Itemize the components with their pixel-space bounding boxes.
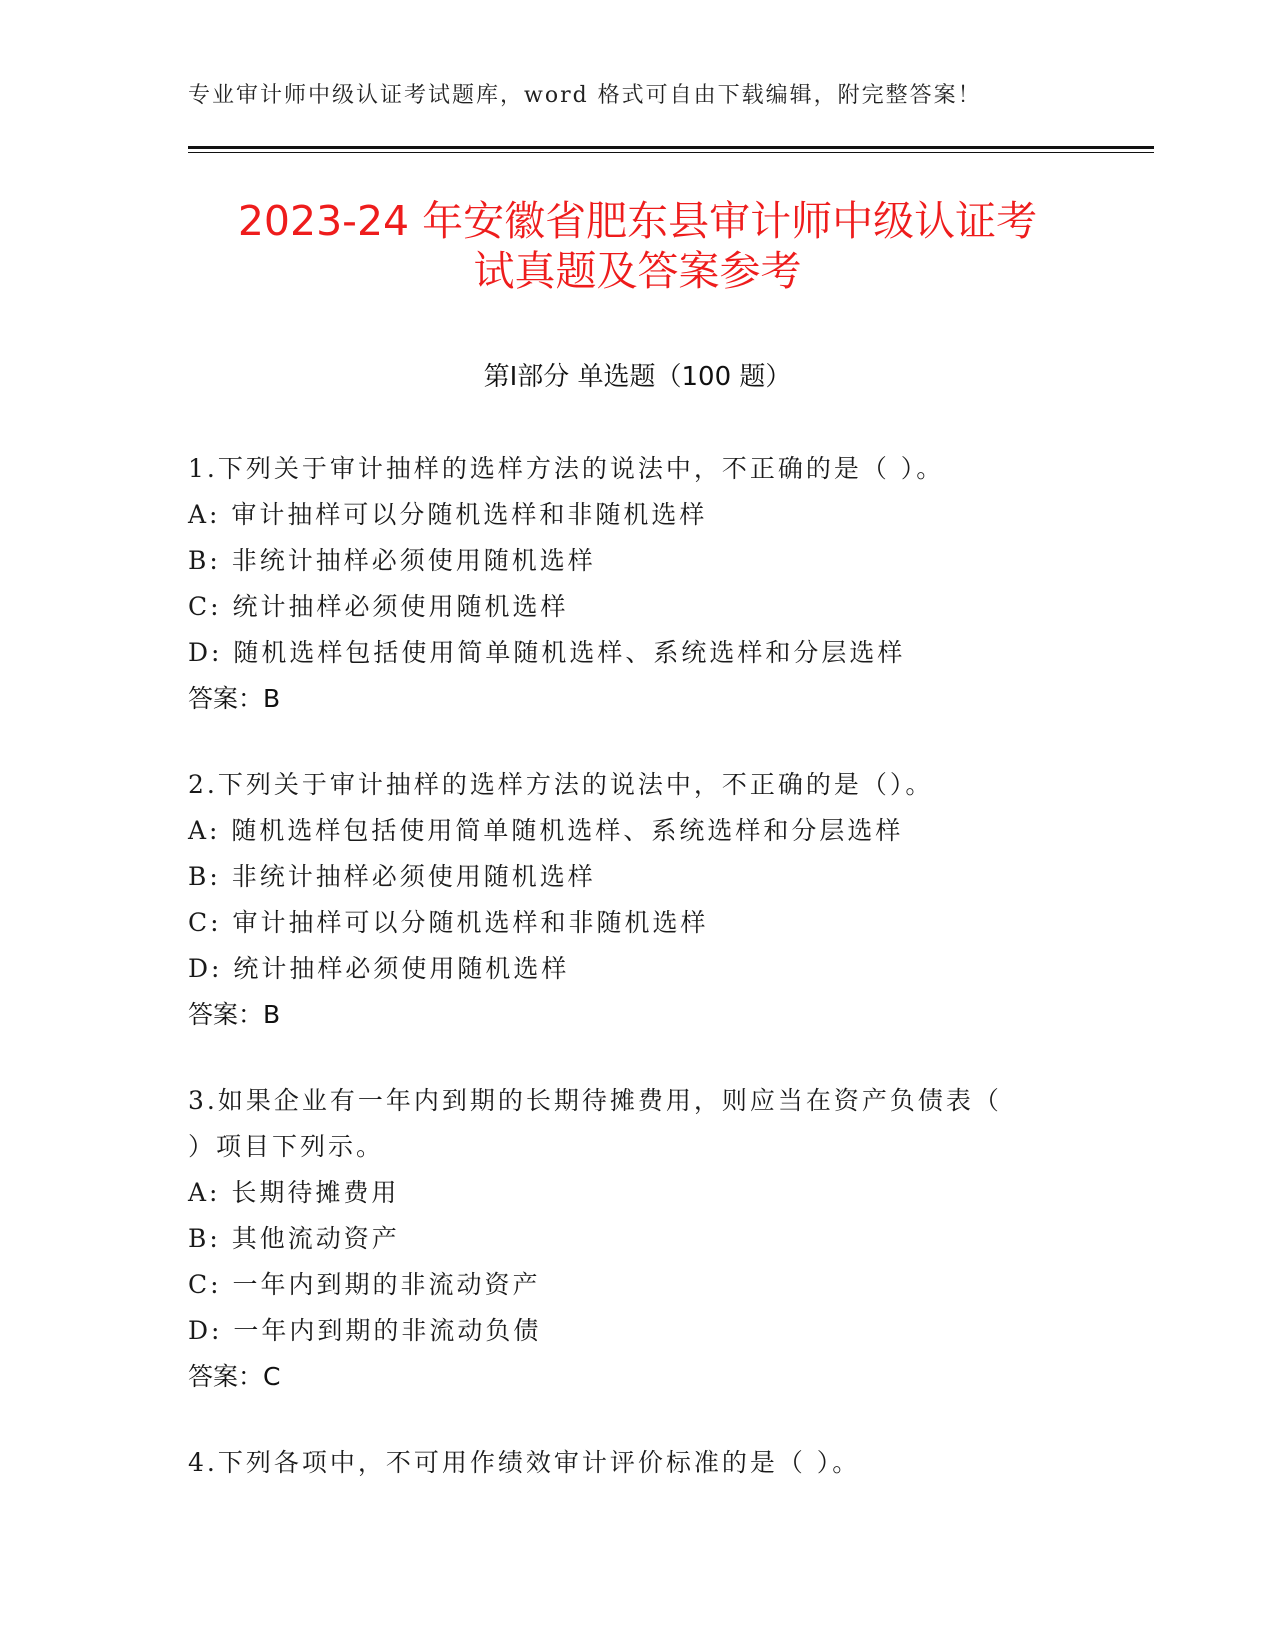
option-c: C: 统计抽样必须使用随机选样 bbox=[188, 592, 569, 621]
question-stem: 4.下列各项中，不可用作绩效审计评价标准的是（ ）。 bbox=[188, 1448, 861, 1477]
document-title-line2: 试真题及答案参考 bbox=[473, 247, 802, 295]
option-a: A: 随机选样包括使用简单随机选样、系统选样和分层选样 bbox=[188, 816, 904, 845]
question-3 bbox=[188, 1078, 1088, 1400]
header-rule bbox=[188, 146, 1154, 149]
section-heading: 第Ⅰ部分 单选题（100 题） bbox=[483, 362, 792, 392]
question-stem-continued: ）项目下列示。 bbox=[188, 1132, 385, 1161]
option-b: B: 其他流动资产 bbox=[188, 1224, 400, 1253]
option-d: D: 统计抽样必须使用随机选样 bbox=[188, 954, 570, 983]
question-list bbox=[188, 446, 1088, 1526]
question-4 bbox=[188, 1440, 1088, 1486]
question-stem: 1.下列关于审计抽样的选样方法的说法中，不正确的是（ ）。 bbox=[188, 454, 945, 483]
answer: 答案：B bbox=[188, 1000, 281, 1029]
option-a: A: 审计抽样可以分随机选样和非随机选样 bbox=[188, 500, 708, 529]
option-a: A: 长期待摊费用 bbox=[188, 1178, 400, 1207]
option-d: D: 一年内到期的非流动负债 bbox=[188, 1316, 542, 1345]
question-stem: 3.如果企业有一年内到期的长期待摊费用，则应当在资产负债表（ bbox=[188, 1086, 1002, 1115]
document-title-line1: 2023-24 年安徽省肥东县审计师中级认证考 bbox=[237, 197, 1038, 245]
question-2 bbox=[188, 762, 1088, 1038]
question-stem: 2.下列关于审计抽样的选样方法的说法中，不正确的是（）。 bbox=[188, 770, 934, 799]
question-1 bbox=[188, 446, 1088, 722]
document-title bbox=[180, 196, 1095, 296]
header-note: 专业审计师中级认证考试题库，word 格式可自由下载编辑，附完整答案！ bbox=[188, 83, 982, 108]
answer: 答案：B bbox=[188, 684, 281, 713]
option-c: C: 一年内到期的非流动资产 bbox=[188, 1270, 541, 1299]
header-rule-thin bbox=[188, 152, 1154, 153]
option-b: B: 非统计抽样必须使用随机选样 bbox=[188, 862, 596, 891]
option-c: C: 审计抽样可以分随机选样和非随机选样 bbox=[188, 908, 709, 937]
answer: 答案：C bbox=[188, 1362, 281, 1391]
option-b: B: 非统计抽样必须使用随机选样 bbox=[188, 546, 596, 575]
option-d: D: 随机选样包括使用简单随机选样、系统选样和分层选样 bbox=[188, 638, 906, 667]
